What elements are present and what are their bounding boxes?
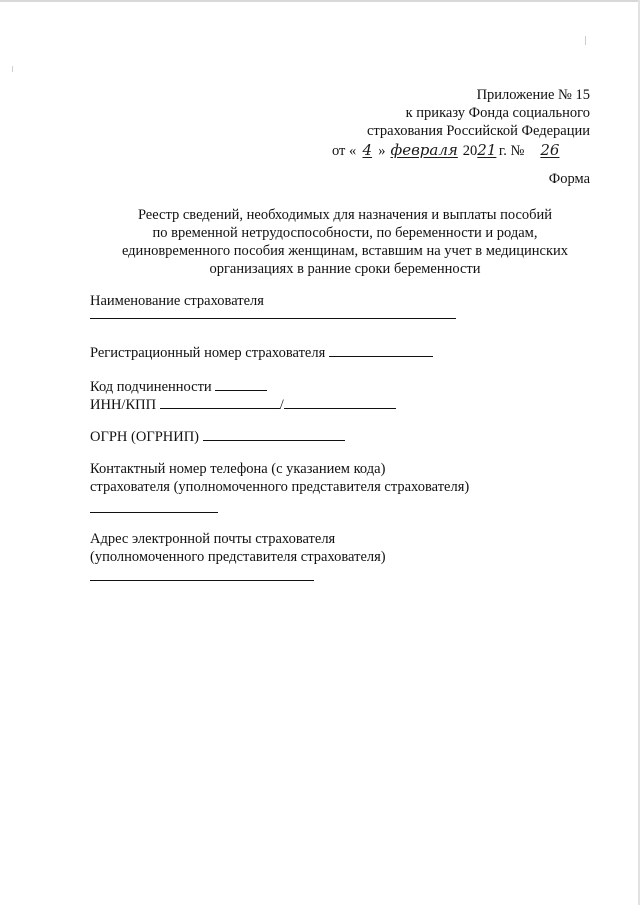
year-suffix-handwritten: 21 — [477, 141, 497, 159]
reg-number-field[interactable] — [329, 342, 433, 357]
email-label-line-2: (уполномоченного представителя страхователя) — [90, 549, 386, 565]
date-prefix: от « — [332, 143, 357, 159]
order-line-2: страхования Российской Федерации — [366, 123, 590, 139]
email-field[interactable] — [90, 580, 314, 581]
title-line-2: по временной нетрудоспособности, по беременности и родам, — [152, 225, 538, 241]
form-label: Форма — [548, 171, 590, 187]
number-label: г. № — [498, 143, 525, 159]
kpp-field[interactable] — [284, 394, 396, 409]
title-line-3: единовременного пособия женщинам, вставшим на учет в медицинских — [121, 243, 569, 259]
date-day-handwritten: 4 — [362, 141, 373, 159]
reg-number-row — [90, 342, 433, 362]
reg-number-label: Регистрационный номер страхователя — [90, 345, 326, 361]
phone-label-line-2: страхователя (уполномоченного представителя страхователя) — [90, 479, 470, 495]
year-prefix: 20 — [462, 143, 478, 159]
date-sep: » — [378, 143, 386, 159]
insurer-name-label: Наименование страхователя — [90, 293, 264, 309]
ogrn-row — [90, 426, 345, 446]
sub-code-field[interactable] — [215, 376, 267, 391]
title-line-1: Реестр сведений, необходимых для назначения и выплаты пособий — [137, 207, 553, 223]
sub-code-row — [90, 376, 267, 396]
order-number-handwritten: 26 — [540, 141, 560, 159]
sub-code-label: Код подчиненности — [90, 379, 212, 395]
ogrn-label: ОГРН (ОГРНИП) — [90, 429, 200, 445]
order-date-line — [332, 141, 572, 160]
date-month-handwritten: февраля — [390, 141, 458, 159]
insurer-name-field[interactable] — [90, 318, 456, 319]
phone-field[interactable] — [90, 512, 218, 513]
phone-label-line-1: Контактный номер телефона (с указанием кода) — [90, 461, 386, 477]
inn-field[interactable] — [160, 394, 280, 409]
inn-kpp-row — [90, 394, 396, 414]
page-edge — [0, 0, 640, 2]
scan-mark — [12, 66, 13, 72]
appendix-label: Приложение № 15 — [476, 87, 590, 103]
email-label-line-1: Адрес электронной почты страхователя — [90, 531, 336, 547]
title-line-4: организациях в ранние сроки беременности — [209, 261, 481, 277]
inn-kpp-label: ИНН/КПП — [90, 397, 157, 413]
inn-kpp-separator: / — [279, 397, 284, 413]
scan-mark — [585, 36, 586, 45]
ogrn-field[interactable] — [203, 426, 345, 441]
order-line-1: к приказу Фонда социального — [405, 105, 590, 121]
